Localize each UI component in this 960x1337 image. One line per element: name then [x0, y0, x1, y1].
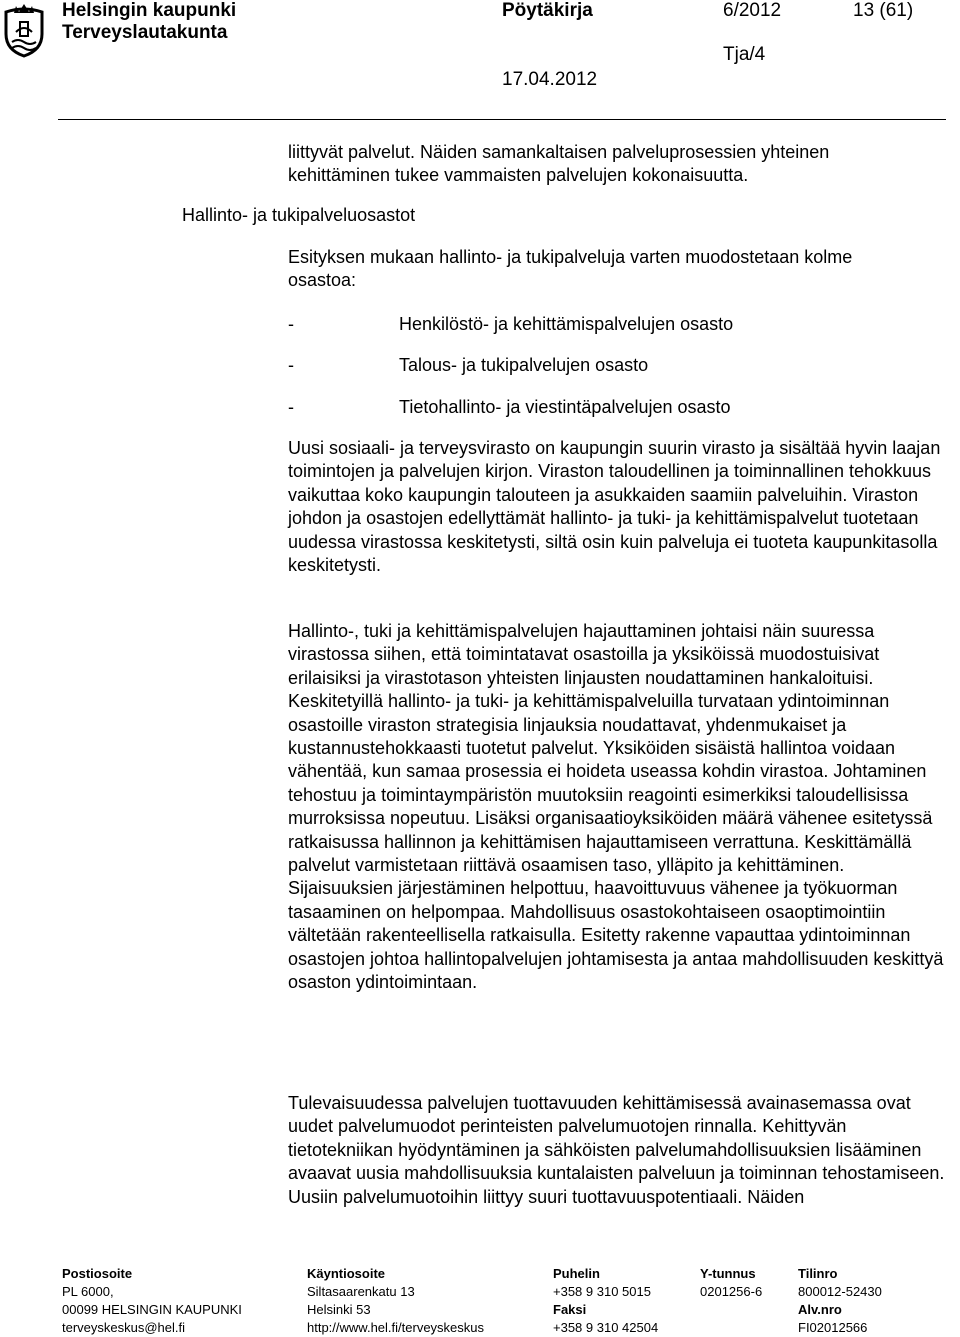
list-dash: - [288, 355, 294, 375]
footer-email: terveyskeskus@hel.fi [62, 1320, 186, 1335]
helsinki-crest-logo [2, 2, 46, 58]
list-item: Talous- ja tukipalvelujen osasto [399, 355, 649, 375]
intro-paragraph [288, 141, 948, 188]
doc-type: Pöytäkirja [502, 0, 593, 21]
footer-label: Käyntiosoite [307, 1266, 386, 1281]
list-item: Tietohallinto- ja viestintäpalvelujen osasto [399, 397, 731, 417]
footer-value: +358 9 310 42504 [553, 1320, 659, 1335]
footer-value: 0201256-6 [700, 1284, 763, 1299]
footer-label: Alv.nro [798, 1302, 842, 1317]
footer-value: 00099 HELSINGIN KAUPUNKI [62, 1302, 242, 1317]
footer-value: Helsinki 53 [307, 1302, 371, 1317]
esitys-line: Esityksen mukaan hallinto- ja tukipalveluja varten muodostetaan kolme [288, 247, 853, 267]
footer-visit [307, 1265, 484, 1337]
item-code: Tja/4 [723, 44, 766, 65]
footer-value: +358 9 310 5015 [553, 1284, 651, 1299]
body-paragraph: Hallinto-, tuki ja kehittämispalvelujen hajauttaminen johtaisi näin suuressa virastossa siihen, että toimintatavat osastoilla ja yksiköissä muodostuisivat erilaisiksi ja virastotason yhteisten linjausten noudattaminen hankaloituisi. Keskitetyillä hallinto- ja tuki- ja kehittämispalveluilla turvataan ydintoiminnan osastoille viraston strategisia linjauksia noudattavat, yhdenmukaiset ja kustannustehokkaasti tuotetut palvelut. Yksiköiden sisäistä hallintoa voidaan vähentää, kun samaa prosessia ei hoideta useassa kohdin virastoa. Johtaminen tehostuu ja toimintaympäristön muutoksiin reagointi esimerkiksi taloudellisissa murroksissa nopeutuu. Lisäksi organisaatioyksiköiden määrä vähenee esitetyssä ratkaisussa hallinnon ja kehittämisen hajauttamiseen verrattuna. Keskittämällä palvelut varmistetaan riittävä osaamisen taso, ylläpito ja kehittäminen. Sijaisuuksien järjestäminen helpottuu, haavoittuvuus vähenee ja työkuorman tasaaminen on helpompaa. Mahdollisuus osastokohtaiseen osaoptimointiin vältetään rakenteellisella ratkaisulla. Esitetty rakenne vapauttaa ydintoiminnan osastojen johtoa hallintopalvelujen johtamisesta ja antaa mahdollisuuden keskittyä osaston ydintoimintaan. [288, 621, 944, 993]
footer-tilinro [798, 1265, 882, 1337]
footer-phone [553, 1265, 658, 1337]
footer-ytunnus [700, 1265, 762, 1301]
footer-label: Tilinro [798, 1266, 838, 1281]
footer-url: http://www.hel.fi/terveyskeskus [307, 1320, 485, 1335]
footer-label: Faksi [553, 1302, 587, 1317]
footer-postal [62, 1265, 242, 1337]
page-number: 13 (61) [853, 0, 914, 21]
side-heading: Hallinto- ja tukipalveluosastot [182, 205, 416, 225]
board-name: Terveyslautakunta [62, 22, 228, 43]
list-dash: - [288, 397, 294, 417]
org-name: Helsingin kaupunki [62, 0, 237, 21]
body-paragraph: Tulevaisuudessa palvelujen tuottavuuden kehittämisessä avainasemassa ovat uudet palvelumuodot perinteisten palvelumuotojen rinnalla. Kehittyvän tietotekniikan hyödyntäminen ja sähköisten palvelumahdollisuuksien lisääminen avaavat uusia mahdollisuuksia kuntalaisten palveluun ja toiminnan tehostamiseen. Uusiin palvelumuotoihin liittyy suuri tuottavuuspotentiaali. Näiden [288, 1093, 945, 1207]
intro-line: liittyvät palvelut. Näiden samankaltaisen palveluprosessien yhteinen [288, 142, 830, 162]
meeting-date: 17.04.2012 [502, 69, 598, 90]
intro-line: kehittäminen tukee vammaisten palvelujen kokonaisuutta. [288, 165, 749, 186]
issue-number: 6/2012 [723, 0, 782, 21]
footer-label: Postiosoite [62, 1266, 133, 1281]
header-divider [58, 119, 946, 120]
footer-value: Siltasaarenkatu 13 [307, 1284, 415, 1299]
list-item: Henkilöstö- ja kehittämispalvelujen osasto [399, 314, 734, 334]
footer-value: 800012-52430 [798, 1284, 882, 1299]
footer-value: PL 6000, [62, 1284, 114, 1299]
body-paragraph: Uusi sosiaali- ja terveysvirasto on kaupungin suurin virasto ja sisältää hyvin laajan toimintojen ja palvelujen kirjon. Viraston taloudellinen ja toiminnallinen tehokkuus vaikuttaa koko kaupungin talouteen ja asukkaiden saamiin palveluihin. Viraston johdon ja osastojen edellyttämät hallinto- ja tuki- ja kehittämispalvelut tuotetaan uudessa virastossa keskitetysti, siltä osin kuin palveluja ei tuoteta kaupunkitasolla keskitetysti. [288, 438, 941, 576]
list-dash: - [288, 314, 294, 334]
esitys-line: osastoa: [288, 270, 357, 291]
footer-label: Y-tunnus [700, 1266, 756, 1281]
esitys-paragraph [288, 246, 948, 293]
footer-label: Puhelin [553, 1266, 600, 1281]
footer-value: FI02012566 [798, 1320, 868, 1335]
